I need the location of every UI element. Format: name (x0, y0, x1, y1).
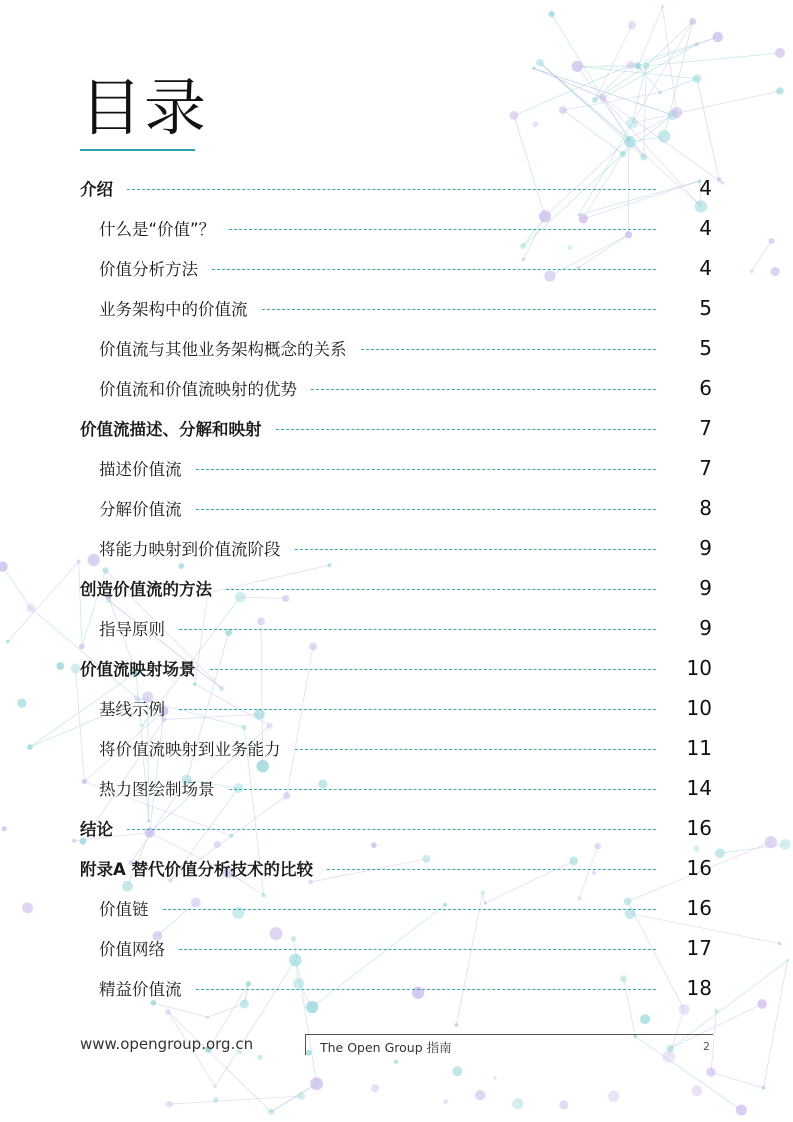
toc-entry[interactable] (80, 808, 712, 848)
toc-entry-label: 价值流描述、分解和映射 (80, 420, 262, 439)
toc-entry[interactable] (99, 488, 712, 528)
toc-entry-page: 4 (699, 176, 712, 200)
title-underline (80, 149, 195, 151)
toc-entry-page: 7 (699, 456, 712, 480)
toc-entry-label: 将能力映射到价值流阶段 (99, 540, 281, 559)
toc-entry-label: 价值流和价值流映射的优势 (99, 380, 297, 399)
toc-entry-page: 9 (699, 536, 712, 560)
toc-entry[interactable] (99, 528, 712, 568)
toc-entry-label: 价值网络 (99, 940, 165, 959)
toc-entry[interactable] (99, 928, 712, 968)
toc-entry[interactable] (99, 208, 712, 248)
toc-entry-page: 16 (686, 816, 712, 840)
toc-entry-label: 介绍 (80, 180, 113, 199)
toc-entry-label: 业务架构中的价值流 (99, 300, 248, 319)
toc-dot-leader (196, 469, 657, 470)
toc-dot-leader (127, 829, 656, 830)
toc-dot-leader (179, 629, 656, 630)
toc-entry-label: 描述价值流 (99, 460, 182, 479)
toc-entry-label: 价值流与其他业务架构概念的关系 (99, 340, 347, 359)
toc-dot-leader (276, 429, 657, 430)
toc-entry-label: 指导原则 (99, 620, 165, 639)
footer-org: The Open Group 指南 (320, 1040, 452, 1055)
toc-entry[interactable] (80, 568, 712, 608)
toc-entry[interactable] (99, 328, 712, 368)
toc-dot-leader (163, 909, 657, 910)
toc-entry[interactable] (99, 608, 712, 648)
toc-dot-leader (226, 589, 656, 590)
toc-dot-leader (212, 269, 656, 270)
toc-entry-page: 4 (699, 216, 712, 240)
toc-entry-page: 7 (699, 416, 712, 440)
toc-entry[interactable] (99, 248, 712, 288)
toc-dot-leader (229, 229, 656, 230)
toc-entry-page: 8 (699, 496, 712, 520)
toc-entry-label: 附录A 替代价值分析技术的比较 (80, 860, 314, 879)
toc-dot-leader (327, 869, 656, 870)
toc-entry-page: 10 (686, 656, 712, 680)
toc-entry-label: 热力图绘制场景 (99, 780, 215, 799)
toc-entry[interactable] (80, 848, 712, 888)
toc-entry-page: 16 (686, 896, 712, 920)
toc-entry[interactable] (99, 768, 712, 808)
toc-entry-label: 将价值流映射到业务能力 (99, 740, 281, 759)
toc-entry-page: 11 (686, 736, 712, 760)
toc-entry-page: 5 (699, 336, 712, 360)
toc-dot-leader (196, 509, 657, 510)
toc-entry-label: 精益价值流 (99, 980, 182, 999)
toc-entry[interactable] (99, 888, 712, 928)
toc-dot-leader (127, 189, 656, 190)
toc-dot-leader (179, 949, 656, 950)
toc-entry-page: 4 (699, 256, 712, 280)
footer-url[interactable]: www.opengroup.org.cn (80, 1035, 254, 1053)
toc-entry-label: 什么是“价值”？ (99, 220, 216, 239)
toc-dot-leader (361, 349, 657, 350)
toc-entry-page: 16 (686, 856, 712, 880)
toc-entry-label: 结论 (80, 820, 113, 839)
toc-dot-leader (229, 789, 657, 790)
toc-entry[interactable] (99, 728, 712, 768)
toc-dot-leader (295, 749, 657, 750)
toc-dot-leader (262, 309, 657, 310)
toc-dot-leader (196, 989, 657, 990)
toc-entry-page: 17 (686, 936, 712, 960)
toc-dot-leader (179, 709, 656, 710)
toc-dot-leader (295, 549, 657, 550)
footer-page-number: 2 (703, 1040, 710, 1053)
toc-entry[interactable] (99, 288, 712, 328)
toc-entry-page: 9 (699, 576, 712, 600)
toc-entry-label: 分解价值流 (99, 500, 182, 519)
toc-entry-page: 5 (699, 296, 712, 320)
toc-dot-leader (210, 669, 657, 670)
toc-entry-label: 价值分析方法 (99, 260, 198, 279)
toc-entry[interactable] (80, 648, 712, 688)
page-title: 目录 (80, 71, 209, 144)
toc-entry-page: 14 (686, 776, 712, 800)
toc-entry-label: 价值链 (99, 900, 149, 919)
toc-entry-label: 基线示例 (99, 700, 165, 719)
toc-entry-label: 价值流映射场景 (80, 660, 196, 679)
toc-entry[interactable] (99, 368, 712, 408)
toc-entry-page: 9 (699, 616, 712, 640)
toc-entry-page: 6 (699, 376, 712, 400)
toc-entry[interactable] (99, 968, 712, 1008)
toc-entry[interactable] (80, 168, 712, 208)
toc-entry-label: 创造价值流的方法 (80, 580, 212, 599)
toc-entry[interactable] (99, 448, 712, 488)
toc-entry-page: 18 (686, 976, 712, 1000)
toc-entry[interactable] (99, 688, 712, 728)
toc-dot-leader (311, 389, 656, 390)
toc-entry[interactable] (80, 408, 712, 448)
toc-entry-page: 10 (686, 696, 712, 720)
